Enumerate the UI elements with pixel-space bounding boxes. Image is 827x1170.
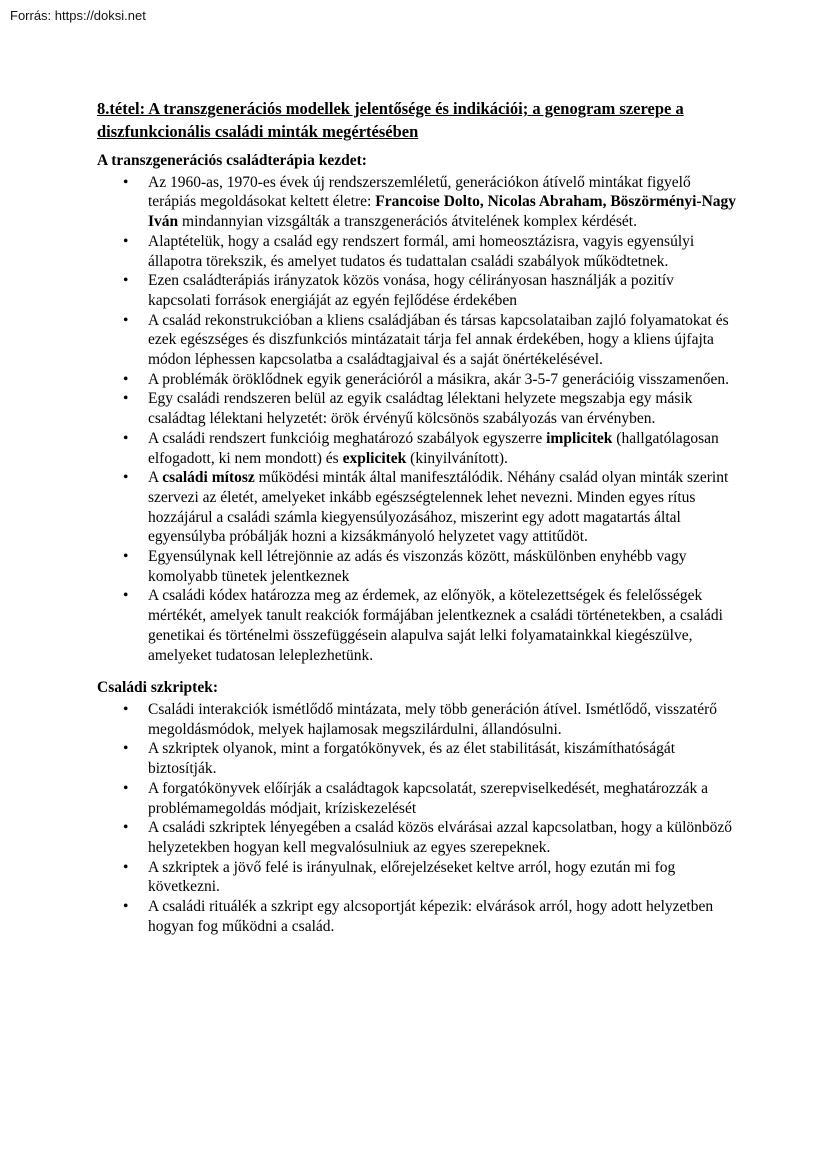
list-item: • Családi interakciók ismétlődő mintázata, mely több generáción átível. Ismétlődő, visszatérő megoldásmódok, melyek hajlamosak megszilárdulni, állandósulni. — [97, 700, 737, 739]
list-item: • A családi rendszert funkcióig meghatározó szabályok egyszerre implicitek (hallgatólagosan elfogadott, ki nem mondott) és explicitek (kinyilvánított). — [97, 429, 737, 468]
section-family-scripts — [97, 678, 737, 936]
list-item: • A szkriptek a jövő felé is irányulnak, előrejelzéseket keltve arról, hogy ezután mi fog következni. — [97, 858, 737, 897]
list-item: • A család rekonstrukcióban a kliens családjában és társas kapcsolataiban zajló folyamatokat és ezek egészséges és diszfunkciós mintázatait tárja fel annak érdekében, hogy a kliens újfajta módon léphessen kapcsolatba a családtagjaival és a saját önértékelésével. — [97, 311, 737, 370]
list-item: • Az 1960-as, 1970-es évek új rendszerszemléletű, generációkon átívelő mintákat figyelő terápiás megoldásokat keltett életre: Francoise Dolto, Nicolas Abraham, Böszörményi-Nagy Iván mindannyian vizsgálták a transzgenerációs átvitelének komplex kérdését. — [97, 173, 737, 232]
list-item: • Ezen családterápiás irányzatok közös vonása, hogy célirányosan használják a pozitív kapcsolati források energiáját az egyén fejlődése érdekében — [97, 271, 737, 310]
page-title: 8.tétel: A transzgenerációs modellek jelentősége és indikációi; a genogram szerepe a diszfunkcionális családi minták megértésében — [97, 99, 684, 141]
list-item: • A szkriptek olyanok, mint a forgatókönyvek, és az élet stabilitását, kiszámíthatóságát biztosítják. — [97, 739, 737, 778]
bullet-list — [97, 173, 737, 666]
list-item: • Alaptételük, hogy a család egy rendszert formál, ami homeosztázisra, vagyis egyensúlyi állapotra törekszik, és amelyet tudatos és tudattalan családi szabályok működtetnek. — [97, 232, 737, 271]
list-item: • A problémák öröklődnek egyik generációról a másikra, akár 3-5-7 generációig visszamenően. — [97, 370, 737, 390]
list-item: • A családi rituálék a szkript egy alcsoportját képezik: elvárások arról, hogy adott helyzetben hogyan fog működni a család. — [97, 897, 737, 936]
section-heading: A transzgenerációs családterápia kezdet: — [97, 152, 367, 169]
document-content — [97, 97, 737, 936]
list-item: • Egyensúlynak kell létrejönnie az adás és viszonzás között, máskülönben enyhébb vagy komolyabb tünetek jelentkeznek — [97, 547, 737, 586]
list-item: • A családi szkriptek lényegében a család közös elvárásai azzal kapcsolatban, hogy a különböző helyzetekben hogyan kell megvalósulniuk az egyes szerepeknek. — [97, 818, 737, 857]
list-item: • Egy családi rendszeren belül az egyik családtag lélektani helyzete megszabja egy másik családtag lélektani helyzetét: örök érvényű kölcsönös szabályozás van érvényben. — [97, 389, 737, 428]
list-item: • A családi mítosz működési minták által manifesztálódik. Néhány család olyan minták szerint szervezi az életét, amelyeket inkább egészségtelennek lehet nevezni. Minden egyes rítus hozzájárul a családi számla kiegyensúlyozásához, miszerint egy adott magatartás által egyensúlyba próbálják hozni a kizsákmányoló helyzetet vagy attitűdöt. — [97, 468, 737, 547]
list-item: • A forgatókönyvek előírják a családtagok kapcsolatát, szerepviselkedését, meghatározzák a problémamegoldás módjait, kríziskezelését — [97, 779, 737, 818]
bullet-list — [97, 700, 737, 936]
section-heading: Családi szkriptek: — [97, 679, 218, 697]
section-transgenerational-family-therapy — [97, 151, 737, 665]
list-item: • A családi kódex határozza meg az érdemek, az előnyök, a kötelezettségek és felelősségek mértékét, amelyek tanult reakciók formájában jelentkeznek a családi történetekben, a családi genetikai és történelmi összefüggésein alapulva saját lelki folyamatainkkal kiegészülve, amelyeket tudatosan leleplezhetünk. — [97, 586, 737, 665]
source-url: Forrás: https://doksi.net — [10, 8, 146, 23]
